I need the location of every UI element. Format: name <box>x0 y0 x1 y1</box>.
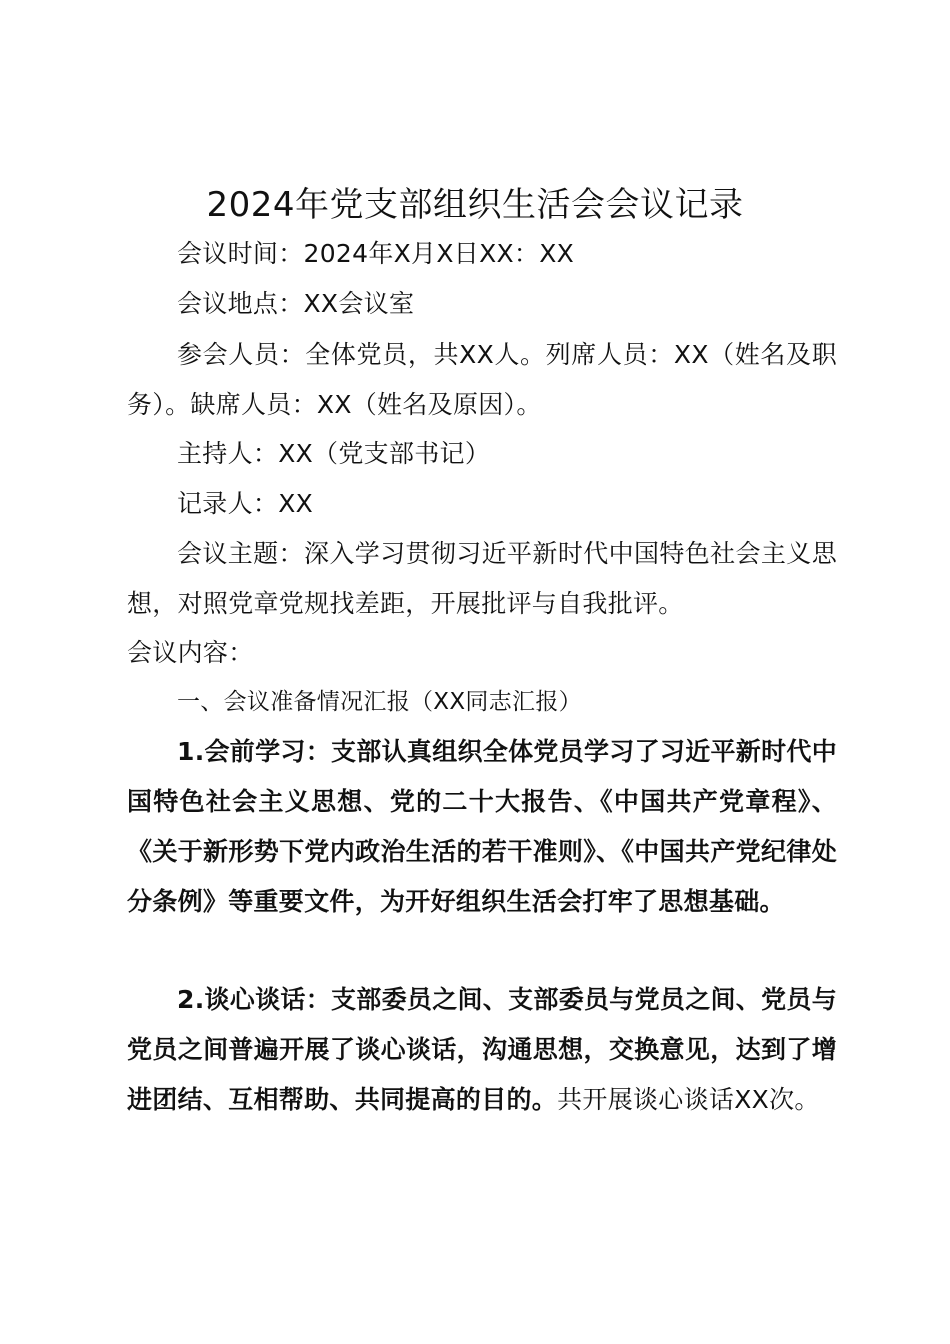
document-title: 2024年党支部组织生活会会议记录 <box>206 185 744 225</box>
item-2-talks <box>127 975 837 1125</box>
meeting-time: 会议时间：2024年X月X日XX：XX <box>177 239 575 268</box>
host: 主持人：XX（党支部书记） <box>177 439 491 468</box>
meeting-place: 会议地点：XX会议室 <box>177 289 415 318</box>
section-heading-1: 一、会议准备情况汇报（XX同志汇报） <box>177 689 582 715</box>
recorder: 记录人：XX <box>177 489 314 518</box>
item-2-normal-text: 共开展谈心谈话XX次。 <box>557 1085 820 1114</box>
content-label: 会议内容： <box>127 638 254 667</box>
attendees: 参会人员：全体党员，共XX人。列席人员：XX（姓名及职务）。缺席人员：XX（姓名及原因）。 <box>127 340 837 419</box>
meeting-theme: 会议主题：深入学习贯彻习近平新时代中国特色社会主义思想，对照党章党规找差距，开展批评与自我批评。 <box>127 539 837 618</box>
item-2-bold-text: 2.谈心谈话：支部委员之间、支部委员与党员之间、党员与党员之间普遍开展了谈心谈话，沟通思想，交换意见，达到了增进团结、互相帮助、共同提高的目的。 <box>127 985 837 1114</box>
item-1-study: 1.会前学习：支部认真组织全体党员学习了习近平新时代中国特色社会主义思想、党的二十大报告、《中国共产党章程》、《关于新形势下党内政治生活的若干准则》、《中国共产党纪律处分条例》等重要文件，为开好组织生活会打牢了思想基础。 <box>127 737 837 916</box>
